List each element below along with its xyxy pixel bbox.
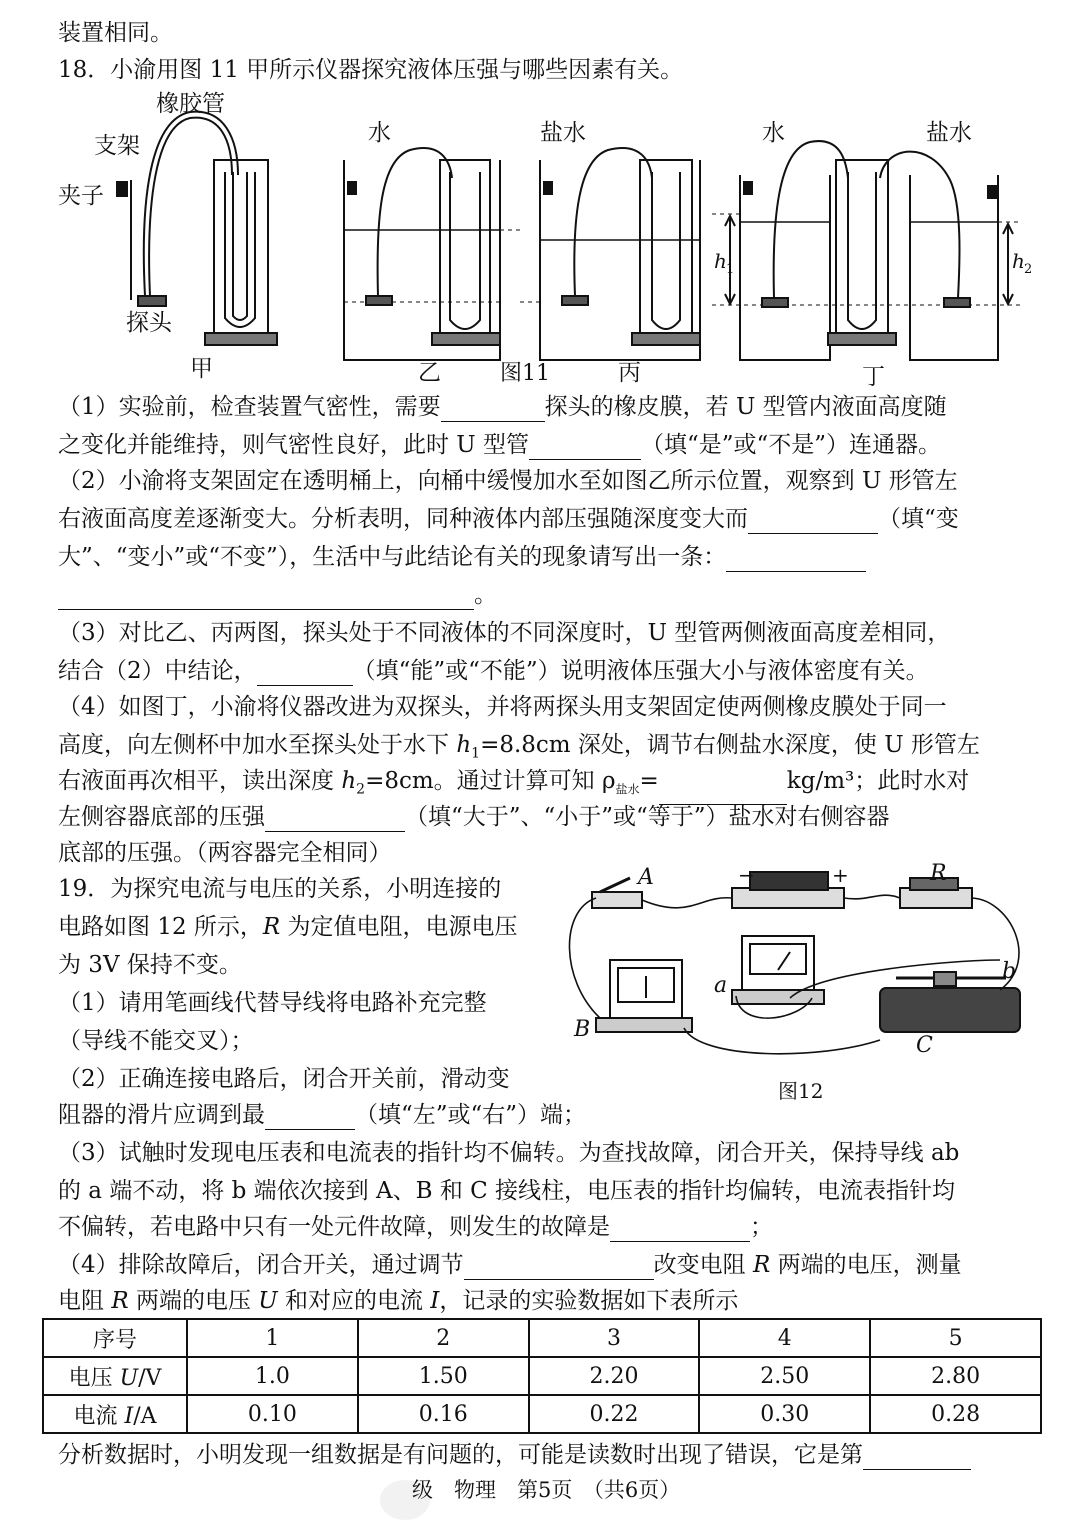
table-cell: 0.16 bbox=[358, 1395, 529, 1433]
switch bbox=[592, 878, 642, 908]
q18-part2-line1: （2）小渝将支架固定在透明桶上，向桶中缓慢加水至如图乙所示位置，观察到 U 形管左 bbox=[58, 468, 958, 494]
voltmeter bbox=[732, 936, 824, 1004]
q19-last-line: 分析数据时，小明发现一组数据是有问题的，可能是读数时出现了错误，它是第 bbox=[58, 1440, 971, 1470]
table-cell: 0.10 bbox=[187, 1395, 358, 1433]
label-A: A bbox=[638, 865, 654, 890]
label-salt-bing: 盐水 bbox=[540, 120, 586, 146]
label-plus: + bbox=[832, 863, 849, 887]
table-row bbox=[43, 1395, 1041, 1433]
table-row bbox=[43, 1357, 1041, 1395]
label-h2-sub: 2 bbox=[1024, 262, 1033, 277]
q18-part4-line3: 右液面再次相平，读出深度 $h_2=8cm$。通过计算可知 $\rho_{盐水}= kg/m^3$；此时水对 bbox=[58, 766, 969, 805]
label-stand: 支架 bbox=[94, 133, 140, 159]
caption-figure-11: 图11 bbox=[500, 361, 550, 386]
label-salt-ding: 盐水 bbox=[926, 120, 972, 146]
q18-part4-line4: 左侧容器底部的压强 （填“大于”、“小于”或“等于”）盐水对右侧容器 bbox=[58, 804, 890, 830]
caption-yi: 乙 bbox=[418, 360, 441, 386]
table-header-cell: 电压 U/V bbox=[43, 1357, 187, 1395]
table-cell: 0.30 bbox=[699, 1395, 870, 1433]
label-a: a bbox=[714, 973, 728, 998]
label-h2: h bbox=[1012, 249, 1025, 273]
q18-part3-line1: （3）对比乙、丙两图，探头处于不同液体的不同深度时，U 型管两侧液面高度差相同， bbox=[58, 620, 951, 646]
table-cell: 0.28 bbox=[870, 1395, 1041, 1433]
answer-blank[interactable] bbox=[610, 1217, 750, 1242]
q19-part3-line1: （3）试触时发现电压表和电流表的指针均不偏转。为查找故障，闭合开关，保持导线 ab bbox=[58, 1140, 960, 1166]
q19-line1: 19．为探究电流与电压的关系，小明连接的 bbox=[58, 876, 502, 902]
table-cell: 4 bbox=[699, 1319, 870, 1357]
q18-part4-line5: 底部的压强。（两容器完全相同） bbox=[58, 840, 392, 866]
q19-line3: 为 3V 保持不变。 bbox=[58, 952, 242, 978]
q18-part4-line1: （4）如图丁，小渝将仪器改进为双探头，并将两探头用支架固定使两侧橡皮膜处于同一 bbox=[58, 694, 947, 720]
table-cell: 1.0 bbox=[187, 1357, 358, 1395]
q18-part1-line1: （1）实验前，检查装置气密性，需要 探头的橡皮膜，若 U 型管内液面高度随 bbox=[58, 394, 947, 420]
table-cell: 5 bbox=[870, 1319, 1041, 1357]
answer-blank[interactable] bbox=[863, 1445, 971, 1470]
label-h1-sub: 1 bbox=[726, 262, 735, 277]
q19-part3-line2: 的 a 端不动，将 b 端依次接到 A、B 和 C 接线柱，电压表的指针均偏转，电流表指针均 bbox=[58, 1178, 956, 1204]
table-cell: 1 bbox=[187, 1319, 358, 1357]
label-clamp: 夹子 bbox=[58, 183, 104, 209]
label-water-ding: 水 bbox=[762, 120, 785, 146]
caption-jia: 甲 bbox=[190, 356, 213, 382]
q19-line2: 电路如图 12 所示，R 为定值电阻，电源电压 bbox=[58, 914, 518, 940]
label-C: C bbox=[916, 1033, 933, 1058]
q18-part4-line2: 高度，向左侧杯中加水至探头处于水下 $h_1=8.8cm$ 深处，调节右侧盐水深度，使 U 形管左 bbox=[58, 732, 980, 762]
q19-part2-line2: 阻器的滑片应调到最 （填“左”或“右”）端； bbox=[58, 1102, 587, 1128]
question-18-title: 18．小渝用图 11 甲所示仪器探究液体压强与哪些因素有关。 bbox=[58, 57, 684, 83]
label-h1: h bbox=[714, 249, 727, 273]
label-water-yi: 水 bbox=[368, 120, 391, 146]
q19-part1-line2: （导线不能交叉）； bbox=[58, 1028, 254, 1054]
table-header-cell: 序号 bbox=[43, 1319, 187, 1357]
q19-part1-line1: （1）请用笔画线代替导线将电路补充完整 bbox=[58, 990, 487, 1016]
table-cell: 2.80 bbox=[870, 1357, 1041, 1395]
q18-part2-line4: 。 bbox=[58, 580, 497, 610]
answer-blank[interactable] bbox=[464, 1255, 654, 1280]
q19-part4-line1: （4）排除故障后，闭合开关，通过调节 改变电阻 R 两端的电压，测量 bbox=[58, 1252, 962, 1278]
q19-part4-line2: 电阻 R 两端的电压 U 和对应的电流 I，记录的实验数据如下表所示 bbox=[58, 1288, 739, 1314]
table-cell: 2.50 bbox=[699, 1357, 870, 1395]
rheostat bbox=[880, 972, 1020, 1032]
q18-part3-line2: 结合（2）中结论， （填“能”或“不能”）说明液体压强大小与液体密度有关。 bbox=[58, 658, 929, 684]
caption-bing: 丙 bbox=[618, 360, 641, 386]
table-cell: 0.22 bbox=[529, 1395, 700, 1433]
caption-ding: 丁 bbox=[862, 364, 885, 390]
data-table bbox=[42, 1318, 1042, 1434]
table-cell: 2.20 bbox=[529, 1357, 700, 1395]
page-footer: 级 物理 第5页 （共6页） bbox=[412, 1478, 681, 1502]
label-probe: 探头 bbox=[126, 310, 172, 336]
label-b: b bbox=[1002, 959, 1017, 984]
table-header-cell: 电流 I/A bbox=[43, 1395, 187, 1433]
text-line: 装置相同。 bbox=[58, 20, 173, 46]
ammeter bbox=[596, 960, 692, 1032]
q18-part2-line3: 大”、“变小”或“不变”），生活中与此结论有关的现象请写出一条： bbox=[58, 542, 866, 572]
q19-part3-line3: 不偏转，若电路中只有一处元件故障，则发生的故障是 ； bbox=[58, 1214, 773, 1240]
caption-figure-12: 图12 bbox=[778, 1079, 824, 1103]
table-cell: 1.50 bbox=[358, 1357, 529, 1395]
label-rubber-tube: 橡胶管 bbox=[156, 91, 225, 117]
table-row bbox=[43, 1319, 1041, 1357]
q18-part2-line2: 右液面高度差逐渐变大。分析表明，同种液体内部压强随深度变大而 （填“变 bbox=[58, 506, 959, 532]
label-R: R bbox=[930, 861, 947, 886]
q19-part2-line1: （2）正确连接电路后，闭合开关前，滑动变 bbox=[58, 1066, 510, 1092]
label-minus: − bbox=[738, 863, 755, 887]
label-B: B bbox=[574, 1017, 591, 1042]
q18-part1-line2: 之变化并能维持，则气密性良好，此时 U 型管 （填“是”或“不是”）连通器。 bbox=[58, 432, 942, 458]
table-cell: 3 bbox=[529, 1319, 700, 1357]
table-cell: 2 bbox=[358, 1319, 529, 1357]
